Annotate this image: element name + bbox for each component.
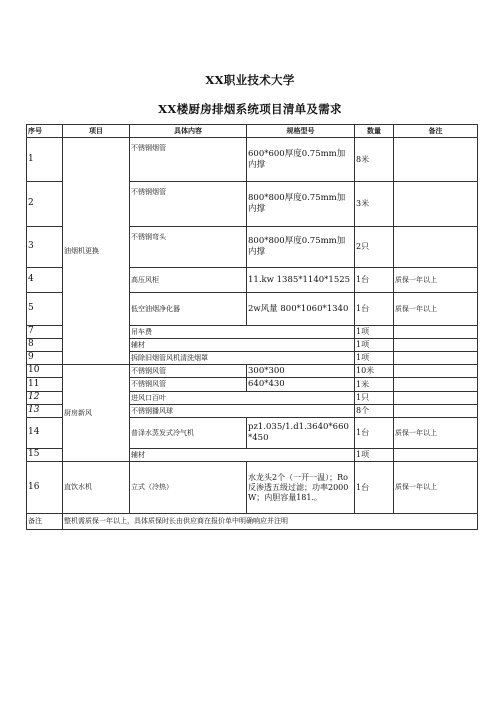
cell-content: 拆除旧烟管风机清洗烟罩 xyxy=(130,352,355,365)
cell-spec: 300*300 xyxy=(247,365,355,378)
cell-no: 16 xyxy=(27,462,63,514)
table-row xyxy=(27,138,478,182)
table-row xyxy=(27,365,478,378)
cell-note xyxy=(394,378,478,392)
cell-spec: 800*800厚度0.75mm加内撑 xyxy=(247,227,355,268)
table-row xyxy=(27,462,478,514)
cell-note xyxy=(394,449,478,462)
header-content: 具体内容 xyxy=(130,125,247,138)
cell-no: 10 xyxy=(27,365,63,378)
cell-note: 质保一年以上 xyxy=(394,293,478,326)
cell-content: 普泽水蒸发式冷气机 xyxy=(130,418,247,449)
cell-content: 不锈钢风管 xyxy=(130,365,247,378)
cell-note xyxy=(394,182,478,227)
cell-qty: 3米 xyxy=(355,182,394,227)
cell-content: 进风口百叶 xyxy=(130,392,355,405)
cell-spec: 11.kw 1385*1140*1525 xyxy=(247,268,355,293)
cell-note xyxy=(394,352,478,365)
document-title: XX职业技术大学 xyxy=(205,73,295,87)
cell-spec: 2w风量 800*1060*1340 xyxy=(247,293,355,326)
cell-qty: 1项 xyxy=(355,352,394,365)
header-qty: 数量 xyxy=(355,125,394,138)
document-subtitle: XX楼厨房排烟系统项目清单及需求 xyxy=(158,102,342,116)
cell-qty: 8米 xyxy=(355,138,394,182)
cell-no: 8 xyxy=(27,339,63,352)
cell-qty: 2只 xyxy=(355,227,394,268)
cell-spec: 600*600厚度0.75mm加内撑 xyxy=(247,138,355,182)
cell-content: 低空油烟净化器 xyxy=(130,293,247,326)
cell-content: 立式（冷热） xyxy=(130,462,247,514)
cell-no: 5 xyxy=(27,293,63,326)
cell-qty: 1项 xyxy=(355,449,394,462)
header-spec: 规格型号 xyxy=(247,125,355,138)
footer-text: 整机需质保一年以上，具体质保时长由供应商在报价单中明确响应并注明 xyxy=(63,514,478,530)
cell-qty: 1台 xyxy=(355,268,394,293)
table-footer-row xyxy=(27,514,478,530)
cell-note xyxy=(394,326,478,339)
cell-no: 2 xyxy=(27,182,63,227)
cell-content: 不锈钢烟管 xyxy=(130,138,247,182)
group-label-fresh-air: 厨房新风 xyxy=(63,365,130,462)
header-no: 序号 xyxy=(27,125,63,138)
cell-qty: 1台 xyxy=(355,418,394,449)
cell-qty: 10米 xyxy=(355,365,394,378)
group-label-water-dispenser: 直饮水机 xyxy=(63,462,130,514)
cell-content: 吊车费 xyxy=(130,326,355,339)
cell-content: 不锈钢播风球 xyxy=(130,405,355,418)
cell-qty: 1项 xyxy=(355,339,394,352)
cell-content: 辅材 xyxy=(130,449,355,462)
header-note: 备注 xyxy=(394,125,478,138)
cell-note: 质保一年以上 xyxy=(394,268,478,293)
cell-qty: 1项 xyxy=(355,326,394,339)
cell-no: 1 xyxy=(27,138,63,182)
cell-no: 4 xyxy=(27,268,63,293)
group-label-range-hood: 油烟机更换 xyxy=(63,138,130,365)
cell-spec: 640*430 xyxy=(247,378,355,392)
cell-content: 不锈钢烟管 xyxy=(130,182,247,227)
cell-content: 不锈钢风管 xyxy=(130,378,247,392)
cell-note xyxy=(394,365,478,378)
cell-note: 质保一年以上 xyxy=(394,462,478,514)
cell-no: 9 xyxy=(27,352,63,365)
cell-note xyxy=(394,405,478,418)
cell-content: 辅材 xyxy=(130,339,355,352)
cell-qty: 1台 xyxy=(355,462,394,514)
cell-content: 不锈钢弯头 xyxy=(130,227,247,268)
cell-note xyxy=(394,339,478,352)
cell-no: 7 xyxy=(27,326,63,339)
cell-note xyxy=(394,138,478,182)
cell-no: 12 xyxy=(27,392,63,405)
cell-spec: 800*800厚度0.75mm加内撑 xyxy=(247,182,355,227)
cell-spec: pz1.035/1.d1.3640*660*450 xyxy=(247,418,355,449)
cell-content: 高压风柜 xyxy=(130,268,247,293)
cell-note xyxy=(394,392,478,405)
cell-qty: 1台 xyxy=(355,293,394,326)
cell-no: 13 xyxy=(27,405,63,418)
cell-qty: 1米 xyxy=(355,378,394,392)
cell-spec: 水龙头2个（一开一温）；Ro反渗透五级过滤；功率2000W；内胆容量181.。 xyxy=(247,462,355,514)
cell-qty: 8个 xyxy=(355,405,394,418)
footer-label: 备注 xyxy=(27,514,63,530)
header-item: 项目 xyxy=(63,125,130,138)
cell-note xyxy=(394,227,478,268)
cell-qty: 1只 xyxy=(355,392,394,405)
cell-no: 14 xyxy=(27,418,63,449)
cell-note: 质保一年以上 xyxy=(394,418,478,449)
cell-no: 11 xyxy=(27,378,63,392)
table-header-row xyxy=(27,125,478,138)
requirements-table xyxy=(26,124,478,530)
cell-no: 3 xyxy=(27,227,63,268)
cell-no: 15 xyxy=(27,449,63,462)
